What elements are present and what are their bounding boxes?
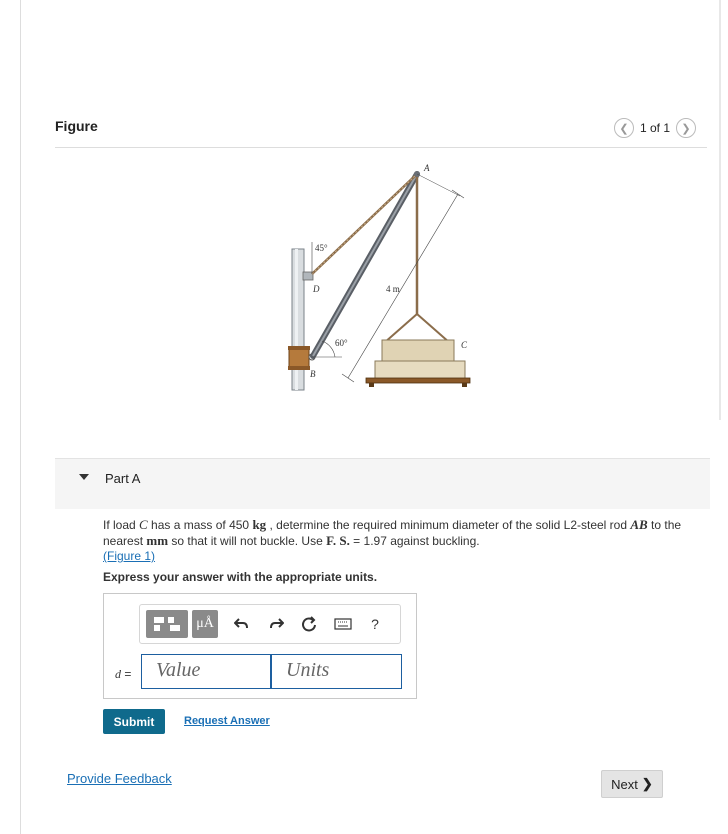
figure-link[interactable]: (Figure 1) (103, 549, 156, 563)
left-border (20, 0, 21, 834)
undo-icon[interactable] (228, 610, 254, 638)
keyboard-icon[interactable] (330, 610, 356, 638)
instruction: Express your answer with the appropriate units. (103, 570, 378, 584)
figure-title: Figure (55, 118, 98, 134)
scrollbar-track[interactable] (719, 0, 721, 420)
provide-feedback-link[interactable]: Provide Feedback (67, 771, 172, 786)
part-label: Part A (105, 471, 141, 486)
submit-button[interactable]: Submit (103, 709, 165, 734)
prev-figure-button[interactable] (614, 118, 634, 138)
next-button[interactable] (601, 770, 663, 798)
units-icon[interactable]: μÅ (192, 610, 218, 638)
label-d: D (313, 284, 320, 294)
question-text: If load C has a mass of 450 kg , determine the required minimum diameter of the solid L2-steel rod AB to the nearest mm so that it will not buckle. Use F. S. = 1.97 against buckling. (Figure 1) (103, 517, 682, 563)
next-figure-button[interactable] (676, 118, 696, 138)
label-4m: 4 m (386, 284, 400, 294)
figure-page-count: 1 of 1 (640, 121, 671, 135)
chevron-right-icon: ❯ (641, 776, 653, 791)
next-label: Next (611, 776, 638, 792)
part-header[interactable] (55, 458, 710, 509)
answer-box (103, 593, 417, 699)
templates-icon[interactable] (146, 610, 188, 638)
units-input[interactable]: Units (271, 654, 402, 689)
label-b: B (310, 369, 316, 379)
reset-icon[interactable] (296, 610, 322, 638)
chevron-left-icon: ❮ (619, 122, 629, 135)
request-answer-link[interactable]: Request Answer (184, 715, 270, 727)
label-60: 60° (335, 338, 348, 348)
label-c: C (461, 340, 468, 350)
math-toolbar (139, 604, 401, 644)
help-button[interactable]: ? (371, 616, 379, 632)
crate-top (382, 340, 454, 362)
collar-b (289, 348, 309, 368)
redo-icon[interactable] (264, 610, 290, 638)
value-input[interactable]: Value (141, 654, 271, 689)
crate-bottom (375, 361, 465, 379)
answer-variable-label: d = (115, 667, 132, 681)
chevron-right-icon: ❯ (681, 122, 691, 135)
label-45: 45° (315, 243, 328, 253)
pallet (366, 378, 470, 383)
label-a: A (424, 163, 430, 173)
figure-divider (55, 147, 707, 148)
figure-pager (614, 118, 696, 138)
collapse-arrow-icon[interactable] (79, 474, 89, 480)
figure-illustration (280, 160, 480, 395)
